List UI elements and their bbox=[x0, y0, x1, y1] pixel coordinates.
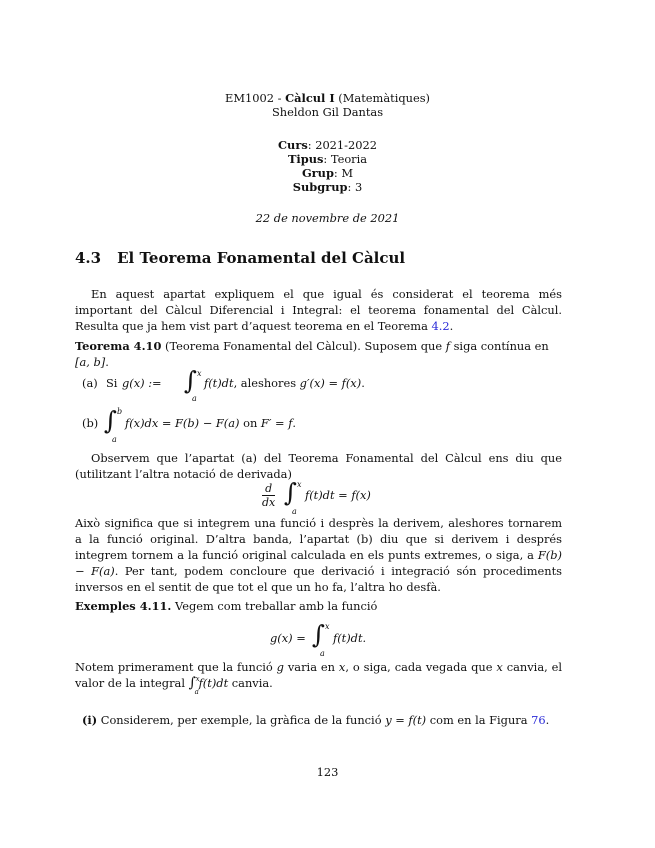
note-g: g bbox=[276, 660, 284, 674]
example-item-i bbox=[82, 712, 562, 728]
inline-integral: ∫ x a bbox=[189, 675, 199, 691]
item-a-integrand: f(t)dt bbox=[204, 376, 234, 390]
observe-integrand: f(t)dt = f(x) bbox=[305, 488, 371, 502]
meaning-text-2: . Per tant, podem concloure que derivació i integració són procediments inversos en el sentit de que tot el que un ho fa, l’altra ho desfà. bbox=[75, 564, 562, 594]
theorem-text-pre: Suposem que bbox=[360, 339, 446, 353]
observe-paragraph: Observem que l’apartat (a) del Teorema Fonamental del Càlcul ens diu que (utilitzant l’altra notació de derivada) bbox=[75, 451, 562, 481]
page-number: 123 bbox=[316, 765, 339, 779]
g-lhs: g(x) = bbox=[270, 631, 306, 645]
note-text-5: canvia. bbox=[228, 676, 273, 690]
item-b-label: (b) bbox=[82, 416, 99, 430]
meaning-math: F(b) − F(a) bbox=[75, 548, 562, 578]
theorem-text-end: . bbox=[105, 355, 109, 369]
item-a-si: Si bbox=[106, 376, 118, 390]
item-i-text-1: Considerem, per exemple, la gràfica de la funció bbox=[97, 713, 386, 727]
item-i-text-2: com en la Figura bbox=[426, 713, 532, 727]
integral-sign: ∫ bbox=[104, 406, 118, 435]
item-a-end: . bbox=[361, 376, 365, 390]
meaning-paragraph bbox=[75, 515, 562, 595]
section-number: 4.3 bbox=[75, 249, 102, 267]
examples-text: Vegem com treballar amb la funció bbox=[171, 599, 378, 613]
item-a-label: (a) bbox=[82, 376, 98, 390]
theorem-item-b bbox=[82, 404, 552, 442]
item-a-lhs: g(x) := bbox=[122, 376, 162, 390]
item-b-integrand: f(x)dx = F(b) − F(a) bbox=[125, 416, 240, 430]
item-b-end: . bbox=[292, 416, 297, 430]
intro-text: En aquest apartat expliquem el que igual és considerat el teorema més important del Càlcul Diferencial i Integral: el teorema fonamental del Càlcul. Resulta que ja hem vist part d’aquest teorema en el Teorema bbox=[75, 287, 562, 333]
section-title: El Teorema Fonamental del Càlcul bbox=[117, 249, 406, 267]
note-text-2: varia en bbox=[283, 660, 339, 674]
item-b-rest bbox=[125, 415, 296, 431]
tipus-label: Tipus bbox=[287, 152, 324, 166]
frac-numerator: d bbox=[262, 482, 275, 496]
inline-upper-limit: x bbox=[195, 675, 200, 683]
item-a-lower-limit: a bbox=[192, 394, 197, 403]
subgrup-value: : 3 bbox=[347, 180, 363, 194]
author: Sheldon Gil Dantas bbox=[271, 105, 384, 119]
theorem-text-mid: siga contínua en bbox=[449, 339, 549, 353]
examples-heading bbox=[75, 598, 562, 614]
figure-ref-link[interactable]: 76 bbox=[531, 713, 546, 727]
subgrup-line bbox=[0, 179, 655, 195]
meaning-text-1: Això significa que si integrem una funció i desprès la derivem, aleshores tornarem a la funció original. D’altra banda, l’apartat (b) diu que si derivem i després integrem tornem a la funció original calculada en els punts extremes, o siga, a bbox=[75, 516, 562, 562]
g-lower-limit: a bbox=[320, 649, 325, 658]
grup-label: Grup bbox=[301, 166, 334, 180]
tipus-value: : Teoria bbox=[323, 152, 368, 166]
theorem-name: (Teorema Fonamental del Càlcul). bbox=[161, 339, 361, 353]
date: 22 de novembre de 2021 bbox=[255, 211, 400, 225]
item-b-mid: on bbox=[239, 416, 261, 430]
course-code: EM1002 - bbox=[225, 91, 286, 105]
note-paragraph bbox=[75, 659, 563, 696]
curs-label: Curs bbox=[277, 138, 308, 152]
note-x2: x bbox=[496, 660, 503, 674]
item-i-end: . bbox=[545, 713, 550, 727]
note-text-1: Notem primerament que la funció bbox=[75, 660, 277, 674]
item-b-cond: F′ = f bbox=[260, 416, 293, 430]
note-text-3: , o siga, cada vegada que bbox=[345, 660, 497, 674]
theorem-label: Teorema 4.10 bbox=[75, 339, 162, 353]
integral-sign: ∫ bbox=[184, 366, 198, 395]
derivative-fraction bbox=[262, 482, 275, 509]
integral-sign: ∫ bbox=[312, 620, 326, 649]
note-x1: x bbox=[338, 660, 346, 674]
observe-upper-limit: x bbox=[297, 480, 302, 489]
note-text-4: canvia, el valor de la integral bbox=[75, 660, 563, 690]
course-name: Càlcul I bbox=[285, 91, 335, 105]
grup-value: : M bbox=[333, 166, 354, 180]
note-int-body: f(t)dt bbox=[198, 676, 229, 690]
item-b-lower-limit: a bbox=[112, 435, 117, 444]
integral-sign: ∫ bbox=[284, 478, 298, 507]
examples-label: Exemples 4.11. bbox=[75, 599, 172, 613]
theorem-f: f bbox=[445, 339, 450, 353]
derivative-equation bbox=[262, 478, 392, 514]
section-heading bbox=[75, 249, 405, 267]
g-upper-limit: x bbox=[325, 622, 330, 631]
intro-paragraph bbox=[75, 286, 562, 334]
item-a-mid: , aleshores bbox=[233, 376, 300, 390]
item-i-math: y = f(t) bbox=[385, 713, 427, 727]
item-b-upper-limit: b bbox=[117, 407, 123, 416]
observe-lower-limit: a bbox=[292, 507, 297, 516]
g-integrand: f(t)dt. bbox=[333, 631, 367, 645]
theorem-ref-link[interactable]: 4.2 bbox=[431, 319, 450, 333]
item-i-label: (i) bbox=[82, 713, 98, 727]
item-a-rest bbox=[204, 375, 365, 391]
item-a-upper-limit: x bbox=[197, 369, 202, 378]
item-a-rhs: g′(x) = f(x) bbox=[299, 376, 362, 390]
subgrup-label: Subgrup bbox=[292, 180, 348, 194]
inline-lower-limit: a bbox=[194, 688, 199, 696]
theorem-interval: [a, b] bbox=[75, 355, 106, 369]
intro-end: . bbox=[449, 319, 454, 333]
g-definition-equation bbox=[270, 620, 400, 656]
curs-value: : 2021-2022 bbox=[307, 138, 378, 152]
theorem-item-a bbox=[82, 366, 552, 403]
course-subject: (Matemàtiques) bbox=[334, 91, 430, 105]
frac-denominator: dx bbox=[262, 496, 276, 509]
